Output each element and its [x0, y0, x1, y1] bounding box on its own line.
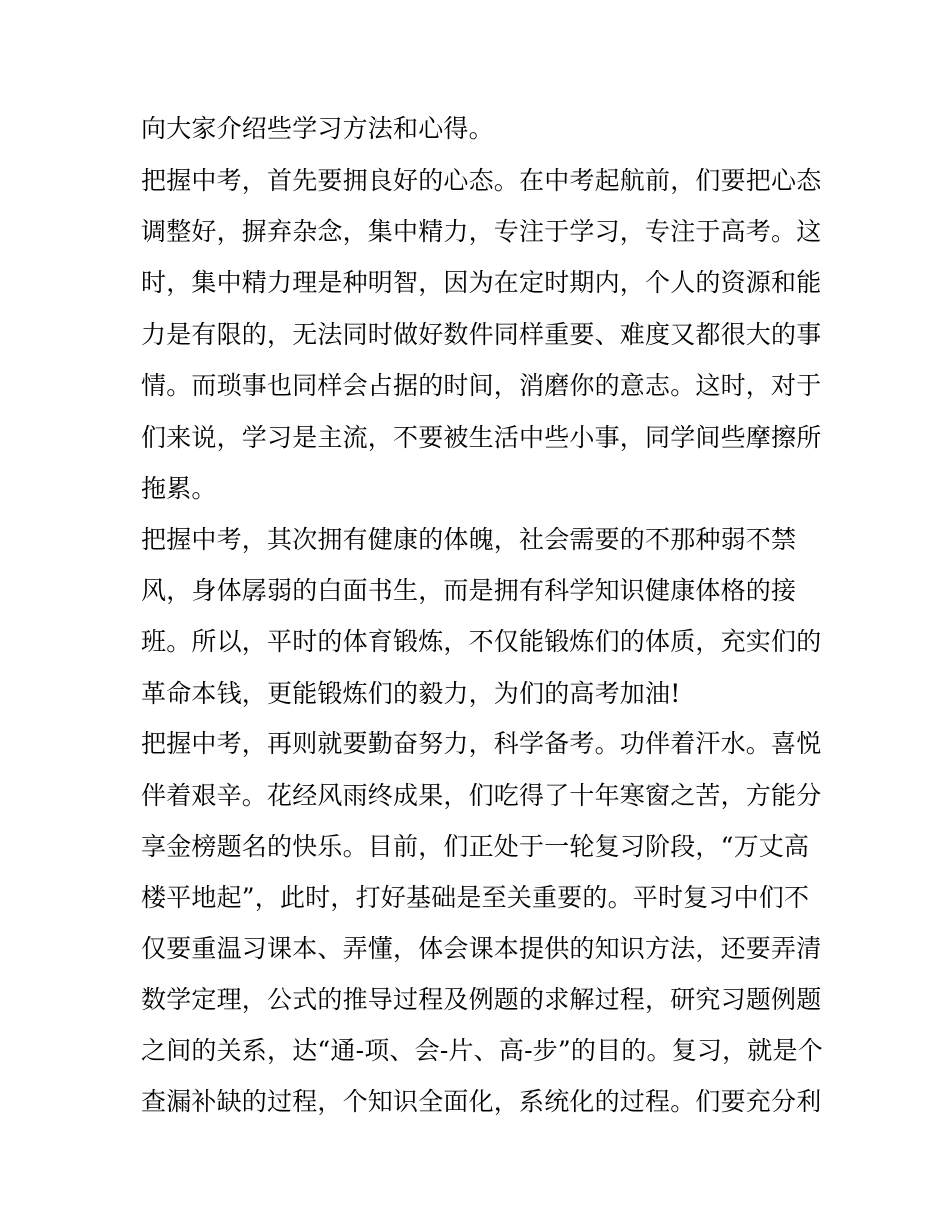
text-line: 时，集中精力理是种明智，因为在定时期内，个人的资源和能 [141, 268, 822, 297]
text-line: 之间的关系，达“通-项、会-片、高-步”的目的。复习，就是个 [141, 1036, 823, 1065]
text-line: 向大家介绍些学习方法和心得。 [141, 114, 494, 143]
text-line: 查漏补缺的过程，个知识全面化，系统化的过程。们要充分利 [141, 1087, 822, 1116]
text-line: 情。而琐事也同样会占据的时间，消磨你的意志。这时，对于 [141, 371, 822, 400]
text-line: 数学定理，公式的推导过程及例题的求解过程，研究习题例题 [141, 985, 822, 1014]
text-line: 风，身体孱弱的白面书生，而是拥有科学知识健康体格的接 [141, 576, 797, 605]
text-line: 伴着艰辛。花经风雨终成果，们吃得了十年寒窗之苦，方能分 [141, 781, 822, 810]
text-line: 楼平地起”，此时，打好基础是至关重要的。平时复习中们不 [141, 883, 810, 912]
text-line: 仅要重温习课本、弄懂，体会课本提供的知识方法，还要弄清 [141, 934, 822, 963]
text-line: 享金榜题名的快乐。目前，们正处于一轮复习阶段，“万丈高 [141, 832, 810, 861]
text-line: 调整好，摒弃杂念，集中精力，专注于学习，专注于高考。这 [141, 217, 822, 246]
text-line: 力是有限的，无法同时做好数件同样重要、难度又都很大的事 [141, 320, 822, 349]
text-line: 把握中考，首先要拥良好的心态。在中考起航前，们要把心态 [141, 166, 822, 195]
text-line: 班。所以，平时的体育锻炼，不仅能锻炼们的体质，充实们的 [141, 627, 822, 656]
text-line: 革命本钱，更能锻炼们的毅力，为们的高考加油! [141, 679, 681, 708]
text-line: 把握中考，再则就要勤奋努力，科学备考。功伴着汗水。喜悦 [141, 729, 822, 758]
text-line: 把握中考，其次拥有健康的体魄，社会需要的不那种弱不禁 [141, 525, 797, 554]
text-line: 们来说，学习是主流，不要被生活中些小事，同学间些摩擦所 [141, 423, 822, 452]
text-line: 拖累。 [141, 474, 217, 503]
